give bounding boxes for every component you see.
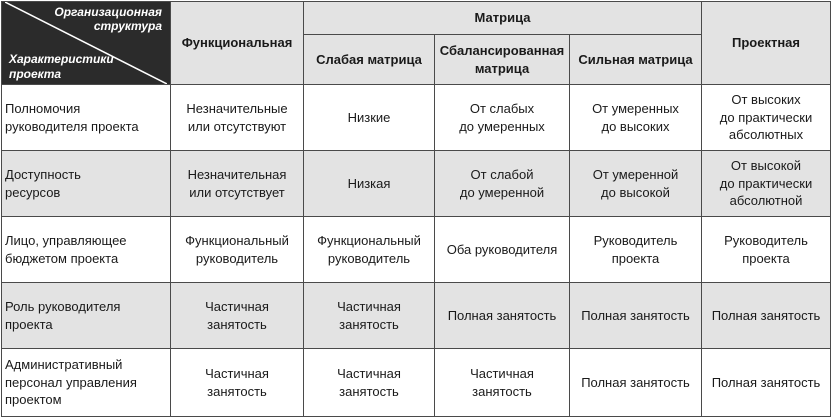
table-cell: От умеренных до высоких <box>570 85 702 151</box>
table-cell: Руководитель проекта <box>702 217 831 283</box>
row-label-budget-manager: Лицо, управляющее бюджетом проекта <box>2 217 171 283</box>
header-strong-matrix: Сильная матрица <box>570 35 702 85</box>
table-row <box>2 283 831 349</box>
table-cell: Частичная занятость <box>304 283 435 349</box>
row-label-admin-staff: Административный персонал управления проектом <box>2 349 171 417</box>
table-cell: Незначительная или отсутствует <box>171 151 304 217</box>
table-cell: Низкие <box>304 85 435 151</box>
table-corner-header <box>2 2 171 85</box>
table-cell: Полная занятость <box>570 349 702 417</box>
corner-label-project-characteristics: Характеристики проекта <box>9 52 114 81</box>
table-cell: Частичная занятость <box>304 349 435 417</box>
table-cell: Руководитель проекта <box>570 217 702 283</box>
table-cell: От слабой до умеренной <box>435 151 570 217</box>
table-cell: Частичная занятость <box>171 349 304 417</box>
table-cell: Функциональный руководитель <box>171 217 304 283</box>
header-matrix-group: Матрица <box>304 2 702 35</box>
table-cell: Полная занятость <box>702 283 831 349</box>
header-functional: Функциональная <box>171 2 304 85</box>
corner-label-org-structure: Организационная структура <box>54 5 162 34</box>
table-cell: Частичная занятость <box>171 283 304 349</box>
table-row <box>2 85 831 151</box>
table-cell: Функциональный руководитель <box>304 217 435 283</box>
table-row <box>2 349 831 417</box>
organizational-structure-table <box>1 1 831 417</box>
header-projected: Проектная <box>702 2 831 85</box>
table-cell: Незначительные или отсутствуют <box>171 85 304 151</box>
header-balanced-matrix: Сбалансированная матрица <box>435 35 570 85</box>
table-cell: Частичная занятость <box>435 349 570 417</box>
header-weak-matrix: Слабая матрица <box>304 35 435 85</box>
row-label-pm-authority: Полномочия руководителя проекта <box>2 85 171 151</box>
row-label-resource-availability: Доступность ресурсов <box>2 151 171 217</box>
row-label-pm-role: Роль руководителя проекта <box>2 283 171 349</box>
table-row <box>2 217 831 283</box>
table-cell: От высокой до практически абсолютной <box>702 151 831 217</box>
table-cell: От слабых до умеренных <box>435 85 570 151</box>
table-cell: Оба руководителя <box>435 217 570 283</box>
table-row <box>2 151 831 217</box>
table-cell: Низкая <box>304 151 435 217</box>
table-cell: Полная занятость <box>570 283 702 349</box>
table-cell: Полная занятость <box>435 283 570 349</box>
table-cell: От высоких до практически абсолютных <box>702 85 831 151</box>
table-cell: От умеренной до высокой <box>570 151 702 217</box>
table-cell: Полная занятость <box>702 349 831 417</box>
